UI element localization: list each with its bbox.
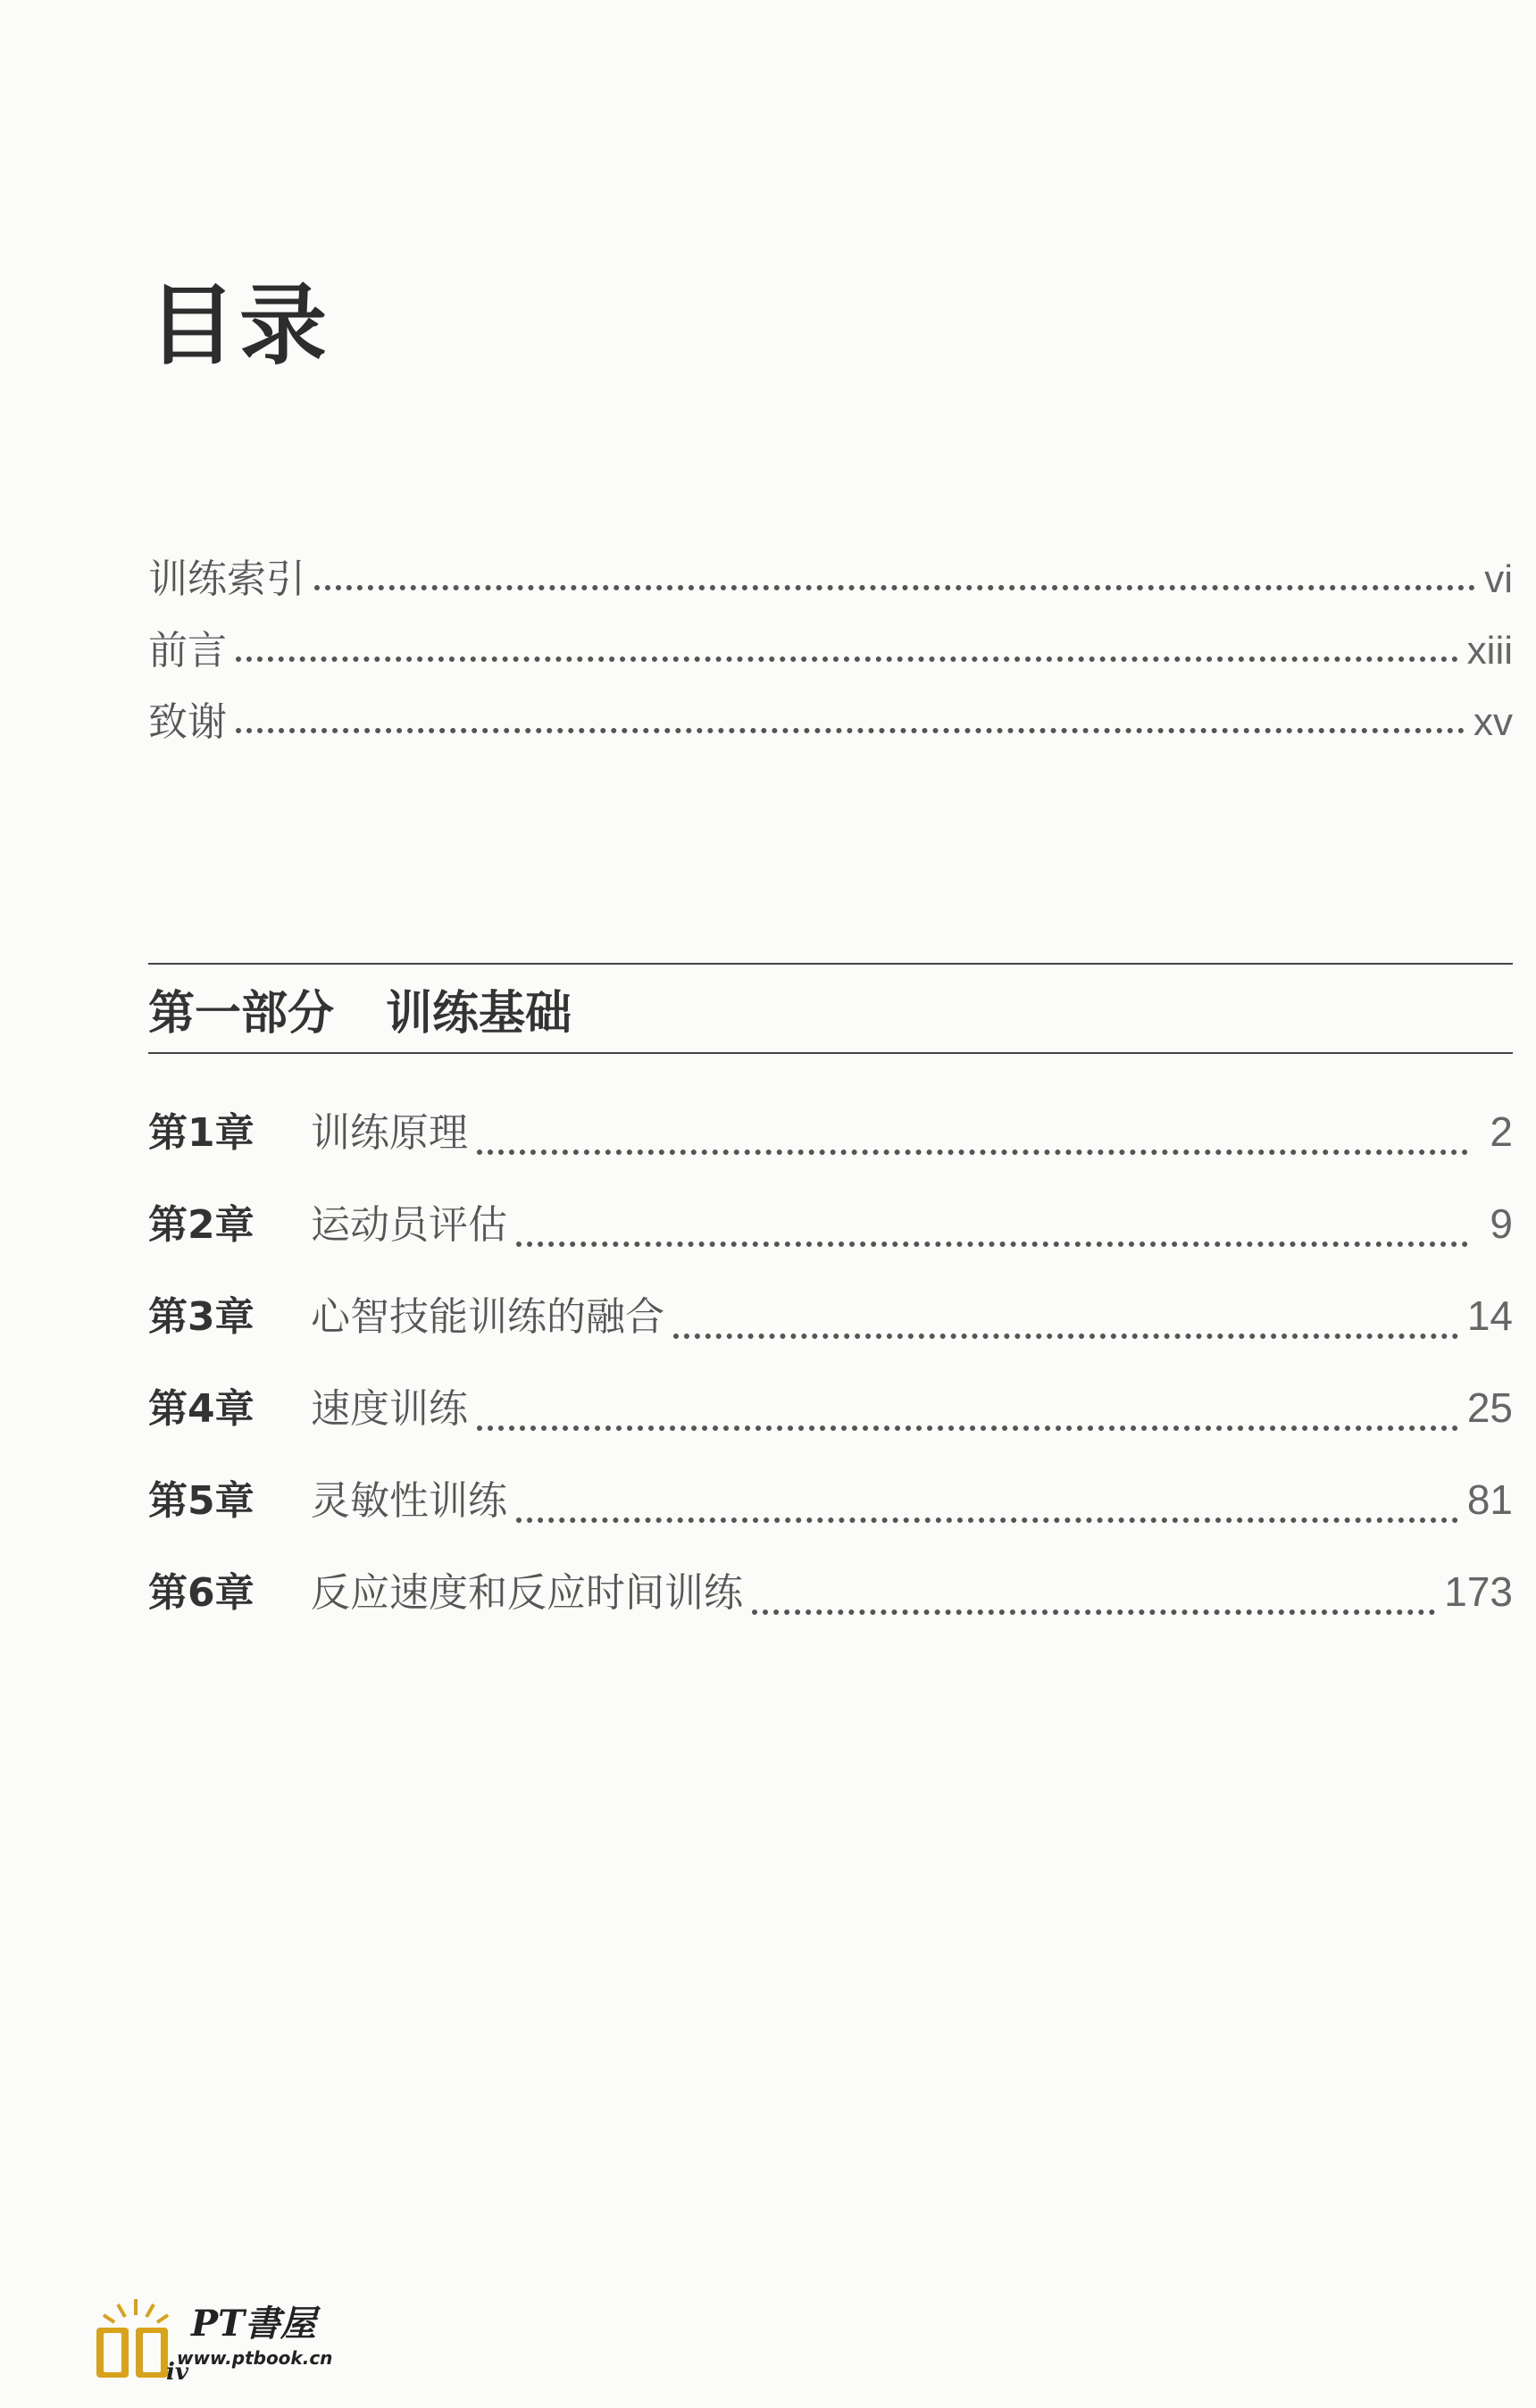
toc-entry-preface[interactable] bbox=[148, 618, 1513, 690]
dot-leader bbox=[477, 1150, 1468, 1155]
part-name: 训练基础 bbox=[386, 986, 572, 1041]
front-matter-list bbox=[148, 547, 1513, 761]
toc-entry-chapter-3[interactable] bbox=[148, 1284, 1513, 1376]
chapter-number: 第6章 bbox=[148, 1570, 255, 1616]
dot-leader bbox=[236, 728, 1465, 733]
toc-entry-page: xv bbox=[1473, 700, 1513, 744]
page-title: 目录 bbox=[148, 274, 331, 377]
toc-entry-chapter-1[interactable] bbox=[148, 1100, 1513, 1192]
watermark-logo bbox=[91, 2295, 341, 2385]
toc-entry-chapter-6[interactable] bbox=[148, 1560, 1513, 1652]
toc-entry-acknowledgments[interactable] bbox=[148, 690, 1513, 761]
watermark-text: PT書屋 bbox=[191, 2303, 316, 2345]
toc-entry-chapter-2[interactable] bbox=[148, 1192, 1513, 1284]
chapter-title: 运动员评估 bbox=[311, 1202, 507, 1248]
toc-entry-label: 前言 bbox=[148, 628, 227, 673]
dot-leader bbox=[314, 585, 1475, 590]
chapter-page: 81 bbox=[1466, 1476, 1513, 1523]
dot-leader bbox=[673, 1334, 1458, 1339]
chapter-number: 第2章 bbox=[148, 1202, 255, 1248]
toc-entry-label: 训练索引 bbox=[148, 556, 305, 602]
toc-entry-chapter-5[interactable] bbox=[148, 1468, 1513, 1560]
chapter-list bbox=[148, 1100, 1513, 1652]
chapter-page: 14 bbox=[1466, 1292, 1513, 1339]
chapter-title: 灵敏性训练 bbox=[311, 1478, 507, 1524]
book-icon bbox=[91, 2295, 188, 2386]
dot-leader bbox=[516, 1242, 1468, 1247]
part-number: 第一部分 bbox=[148, 986, 335, 1041]
chapter-page: 173 bbox=[1444, 1568, 1513, 1615]
svg-text:iv: iv bbox=[166, 2359, 188, 2386]
dot-leader bbox=[477, 1426, 1458, 1431]
dot-leader bbox=[516, 1518, 1458, 1523]
toc-entry-page: xiii bbox=[1466, 629, 1513, 673]
chapter-number: 第5章 bbox=[148, 1478, 255, 1524]
toc-entry-chapter-4[interactable] bbox=[148, 1376, 1513, 1468]
chapter-title: 训练原理 bbox=[311, 1110, 468, 1156]
toc-entry-page: vi bbox=[1484, 557, 1513, 601]
chapter-number: 第4章 bbox=[148, 1386, 255, 1432]
chapter-title: 反应速度和反应时间训练 bbox=[311, 1570, 743, 1616]
chapter-page: 25 bbox=[1466, 1384, 1513, 1431]
chapter-title: 心智技能训练的融合 bbox=[311, 1294, 664, 1340]
chapter-number: 第1章 bbox=[148, 1110, 255, 1156]
chapter-title: 速度训练 bbox=[311, 1386, 468, 1432]
dot-leader bbox=[752, 1610, 1435, 1615]
toc-entry-label: 致谢 bbox=[148, 699, 227, 745]
toc-entry-training-index[interactable] bbox=[148, 547, 1513, 618]
chapter-page: 2 bbox=[1490, 1108, 1513, 1155]
chapter-page: 9 bbox=[1490, 1200, 1513, 1247]
watermark-url: www.ptbook.cn bbox=[177, 2347, 333, 2369]
part-header bbox=[148, 963, 1513, 1054]
chapter-number: 第3章 bbox=[148, 1294, 255, 1340]
dot-leader bbox=[236, 656, 1458, 662]
